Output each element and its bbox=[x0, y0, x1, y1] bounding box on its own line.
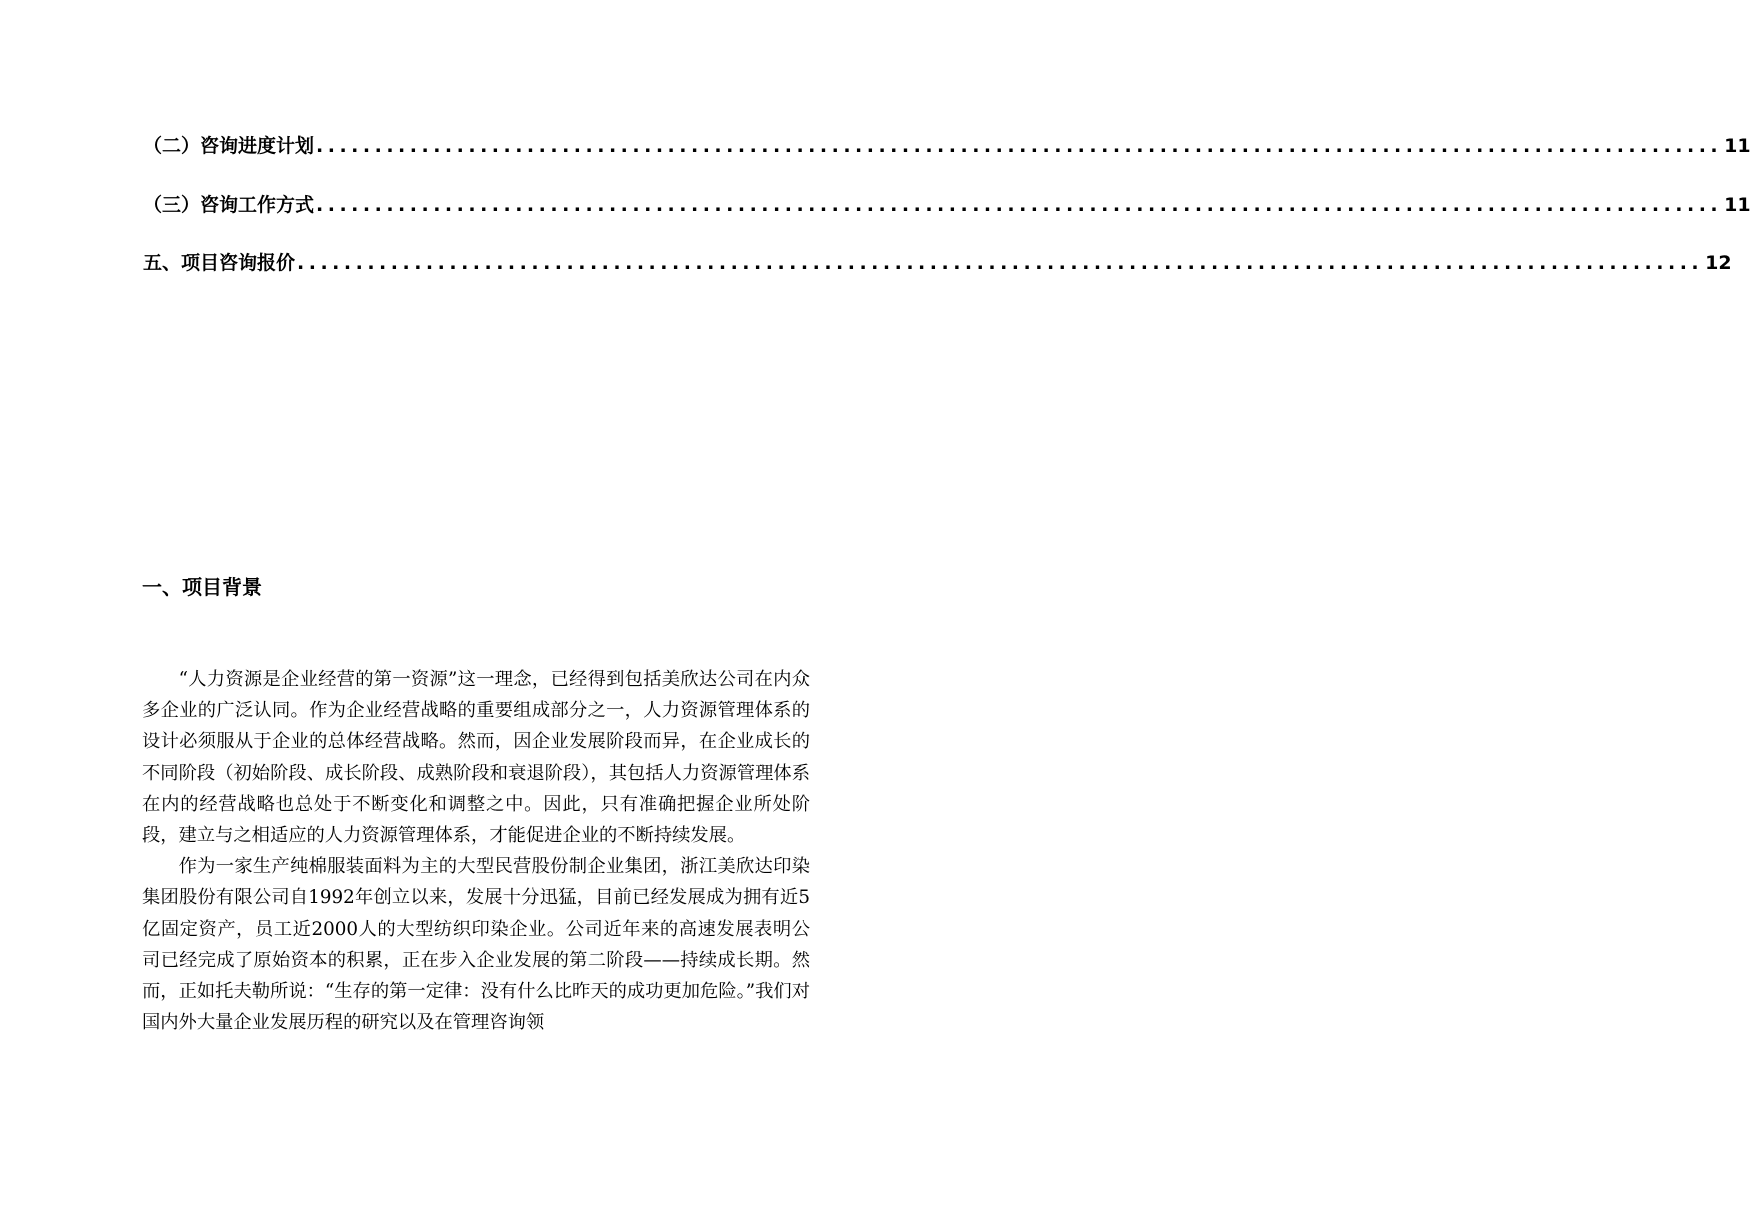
toc-entry-label: 五、项目咨询报价 bbox=[143, 252, 296, 274]
toc-page-number: 11 bbox=[1724, 135, 1751, 157]
toc-page-number: 12 bbox=[1705, 252, 1732, 274]
toc-entry[interactable] bbox=[143, 185, 1751, 225]
toc-entry[interactable] bbox=[143, 243, 1732, 283]
toc-leader-dots: ........................................................................................................................ bbox=[297, 252, 1704, 274]
toc-entry-label: （三）咨询工作方式 bbox=[143, 193, 315, 216]
table-of-contents bbox=[143, 126, 1751, 302]
toc-leader-dots: ........................................................................................................................ bbox=[316, 135, 1723, 157]
toc-page-number: 11 bbox=[1724, 193, 1751, 216]
section-heading: 一、项目背景 bbox=[142, 575, 262, 599]
toc-entry-label: （二）咨询进度计划 bbox=[143, 135, 315, 157]
section-body bbox=[142, 664, 810, 1038]
body-paragraph: “人力资源是企业经营的第一资源”这一理念，已经得到包括美欣达公司在内众多企业的广泛认同。作为企业经营战略的重要组成部分之一，人力资源管理体系的设计必须服从于企业的总体经营战略。然而，因企业发展阶段而异，在企业成长的不同阶段（初始阶段、成长阶段、成熟阶段和衰退阶段），其包括人力资源管理体系在内的经营战略也总处于不断变化和调整之中。因此，只有准确把握企业所处阶段，建立与之相适应的人力资源管理体系，才能促进企业的不断持续发展。 bbox=[142, 669, 810, 847]
body-paragraph: 作为一家生产纯棉服装面料为主的大型民营股份制企业集团，浙江美欣达印染集团股份有限公司自1992年创立以来，发展十分迅猛，目前已经发展成为拥有近5亿固定资产，员工近2000人的大型纺织印染企业。公司近年来的高速发展表明公司已经完成了原始资本的积累，正在步入企业发展的第二阶段——持续成长期。然而，正如托夫勒所说：“生存的第一定律：没有什么比昨天的成功更加危险。”我们对国内外大量企业发展历程的研究以及在管理咨询领 bbox=[142, 856, 810, 1034]
toc-leader-dots: ........................................................................................................................ bbox=[316, 193, 1723, 216]
toc-entry[interactable] bbox=[143, 126, 1751, 166]
